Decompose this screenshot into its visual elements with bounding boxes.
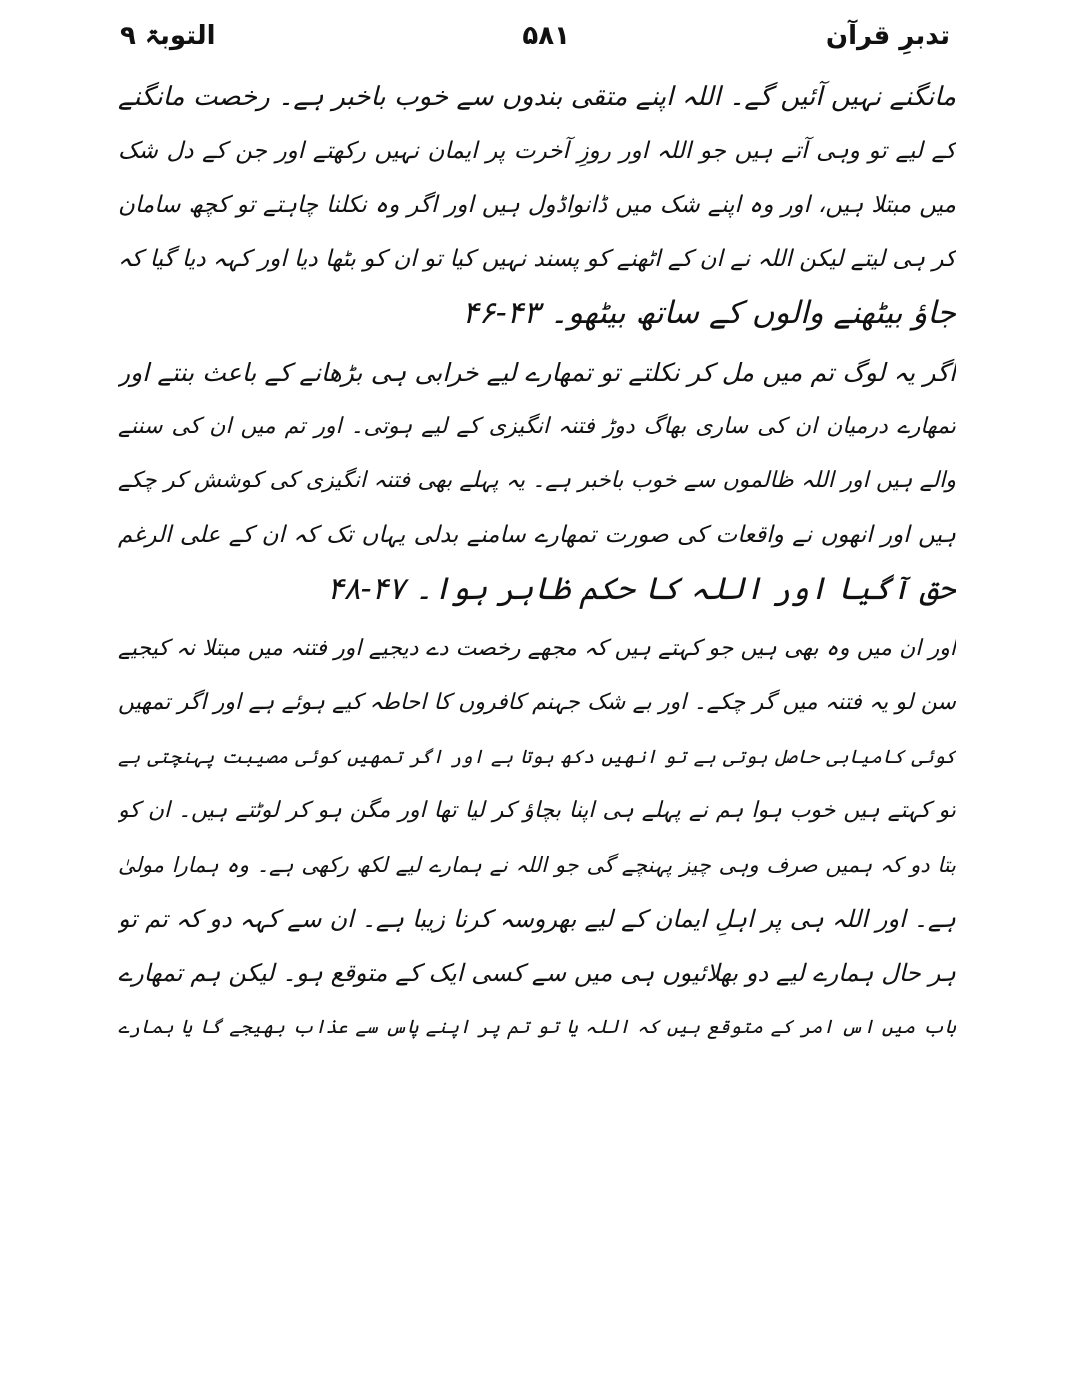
page-number: ۵۸۱ — [522, 21, 570, 51]
paragraph-2 — [118, 346, 956, 616]
text-line: اگر یہ لوگ تم میں مل کر نکلتے تو تمھارے لیے خرابی ہی بڑھانے کے باعث بنتے اور — [118, 358, 956, 387]
text-line: باب میں اس امر کے متوقع ہیں کہ اللہ یا تو تم پر اپنے پاس سے عذاب بھیجے گا یا ہمارے — [118, 1016, 956, 1038]
text-line: تمھارے درمیان ان کی ساری بھاگ دوڑ فتنہ انگیزی کے لیے ہوتی۔ اور تم میں ان کی سننے — [118, 414, 956, 439]
text-line: تو کہتے ہیں خوب ہوا ہم نے پہلے ہی اپنا بچاؤ کر لیا تھا اور مگن ہو کر لوٹتے ہیں۔ ان کو — [118, 798, 956, 823]
text-line: ہر حال ہمارے لیے دو بھلائیوں ہی میں سے کسی ایک کے متوقع ہو۔ لیکن ہم تمھارے — [118, 959, 956, 987]
commentary-text — [118, 70, 956, 1054]
text-line: حق آگیا اور اللہ کا حکم ظاہر ہوا۔ ۴۷-۴۸ — [327, 571, 956, 607]
book-title: تدبرِ قرآن — [825, 21, 950, 51]
text-line: مانگنے نہیں آئیں گے۔ اللہ اپنے متقی بندوں سے خوب باخبر ہے۔ رخصت مانگنے — [118, 82, 956, 112]
text-line: ہیں اور انھوں نے واقعات کی صورت تمھارے سامنے بدلی یہاں تک کہ ان کے علی الرغم — [118, 522, 956, 548]
page-header — [120, 14, 950, 58]
text-line: سن لو یہ فتنہ میں گر چکے۔ اور بے شک جہنم کافروں کا احاطہ کیے ہوئے ہے اور اگر تمھیں — [118, 690, 956, 715]
text-line: کے لیے تو وہی آتے ہیں جو اللہ اور روزِ آخرت پر ایمان نہیں رکھتے اور جن کے دل شک — [118, 138, 956, 164]
text-line: اور ان میں وہ بھی ہیں جو کہتے ہیں کہ مجھے رخصت دے دیجیے اور فتنہ میں مبتلا نہ کیجیے — [118, 636, 956, 661]
text-line: کوئی کامیابی حاصل ہوتی ہے تو انھیں دکھ ہوتا ہے اور اگر تمھیں کوئی مصیبت پہنچتی ہے — [118, 746, 956, 768]
text-line: میں مبتلا ہیں، اور وہ اپنے شک میں ڈانواڈول ہیں اور اگر وہ نکلنا چاہتے تو کچھ سامان — [118, 192, 956, 218]
text-line: جاؤ بیٹھنے والوں کے ساتھ بیٹھو۔ ۴۳-۴۶ — [462, 295, 956, 331]
text-line: کر ہی لیتے لیکن اللہ نے ان کے اٹھنے کو پسند نہیں کیا تو ان کو بٹھا دیا اور کہہ دیا گیا کہ — [118, 246, 956, 272]
surah-label: التوبۃ ۹ — [120, 21, 216, 51]
text-line: والے ہیں اور اللہ ظالموں سے خوب باخبر ہے۔ یہ پہلے بھی فتنہ انگیزی کی کوشش کر چکے — [118, 468, 956, 493]
paragraph-3 — [118, 622, 956, 1054]
text-line: ہے۔ اور اللہ ہی پر اہلِ ایمان کے لیے بھروسہ کرنا زیبا ہے۔ ان سے کہہ دو کہ تم تو — [118, 905, 956, 933]
paragraph-1 — [118, 70, 956, 340]
text-line: بتا دو کہ ہمیں صرف وہی چیز پہنچے گی جو اللہ نے ہمارے لیے لکھ رکھی ہے۔ وہ ہمارا مولیٰ — [118, 853, 956, 877]
